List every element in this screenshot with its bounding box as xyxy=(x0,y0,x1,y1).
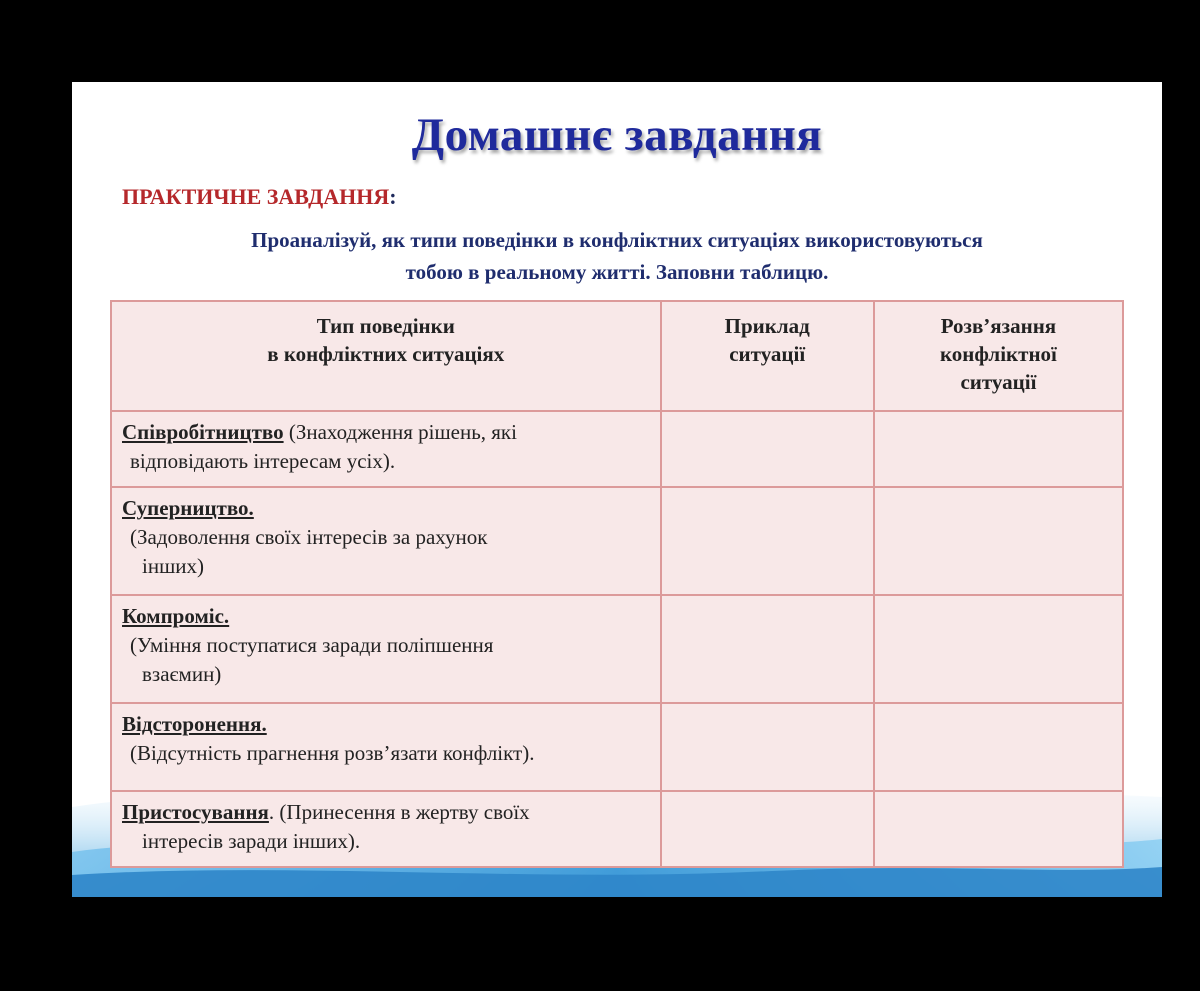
page-title: Домашнє завдання xyxy=(411,109,823,161)
header-conflict-resolution xyxy=(874,301,1123,411)
table-row xyxy=(111,703,1123,791)
behavior-desc: (Уміння поступатися заради поліпшення xyxy=(130,633,494,657)
example-cell[interactable] xyxy=(661,595,874,703)
task-heading-text: ПРАКТИЧНЕ ЗАВДАННЯ xyxy=(122,184,390,209)
behavior-desc: (Відсутність прагнення розв’язати конфлікт). xyxy=(130,741,535,765)
resolution-cell[interactable] xyxy=(874,791,1123,867)
behavior-name: Суперництво. xyxy=(122,496,254,520)
resolution-cell[interactable] xyxy=(874,703,1123,791)
resolution-cell[interactable] xyxy=(874,487,1123,595)
table-row xyxy=(111,791,1123,867)
behavior-desc: . (Принесення в жертву своїх xyxy=(268,800,530,824)
example-cell[interactable] xyxy=(661,791,874,867)
task-instruction xyxy=(112,224,1122,288)
instruction-line-1: Проаналізуй, як типи поведінки в конфліктних ситуаціях використовуються xyxy=(251,228,983,252)
behavior-type-cell xyxy=(111,411,661,487)
header-text: ситуації xyxy=(960,370,1037,394)
table-row xyxy=(111,411,1123,487)
behavior-type-cell xyxy=(111,595,661,703)
slide xyxy=(72,82,1162,897)
header-behavior-type xyxy=(111,301,661,411)
behavior-name: Відсторонення. xyxy=(122,712,267,736)
task-heading xyxy=(122,184,397,210)
behavior-table xyxy=(110,300,1124,868)
table-row xyxy=(111,487,1123,595)
header-text: Приклад xyxy=(724,314,810,338)
behavior-desc: (Задоволення своїх інтересів за рахунок xyxy=(130,525,488,549)
table-row xyxy=(111,595,1123,703)
header-situation-example xyxy=(661,301,874,411)
header-text: ситуації xyxy=(729,342,806,366)
behavior-desc: інтересів заради інших). xyxy=(142,829,361,853)
resolution-cell[interactable] xyxy=(874,411,1123,487)
behavior-name: Співробітництво xyxy=(122,420,284,444)
header-text: в конфліктних ситуаціях xyxy=(267,342,505,366)
header-text: Тип поведінки xyxy=(316,314,455,338)
behavior-name: Пристосування xyxy=(122,800,269,824)
header-text: Розв’язання xyxy=(940,314,1057,338)
behavior-desc: взаємин) xyxy=(142,662,222,686)
behavior-desc: (Знаходження рішень, які xyxy=(283,420,517,444)
behavior-desc: відповідають інтересам усіх). xyxy=(130,449,396,473)
header-text: конфліктної xyxy=(939,342,1057,366)
behavior-type-cell xyxy=(111,703,661,791)
task-heading-colon: : xyxy=(389,184,397,209)
example-cell[interactable] xyxy=(661,411,874,487)
behavior-type-cell xyxy=(111,487,661,595)
example-cell[interactable] xyxy=(661,487,874,595)
resolution-cell[interactable] xyxy=(874,595,1123,703)
instruction-line-2: тобою в реальному житті. Заповни таблицю. xyxy=(405,260,829,284)
behavior-type-cell xyxy=(111,791,661,867)
behavior-name: Компроміс. xyxy=(122,604,230,628)
table-header-row xyxy=(111,301,1123,411)
behavior-desc: інших) xyxy=(142,554,204,578)
example-cell[interactable] xyxy=(661,703,874,791)
